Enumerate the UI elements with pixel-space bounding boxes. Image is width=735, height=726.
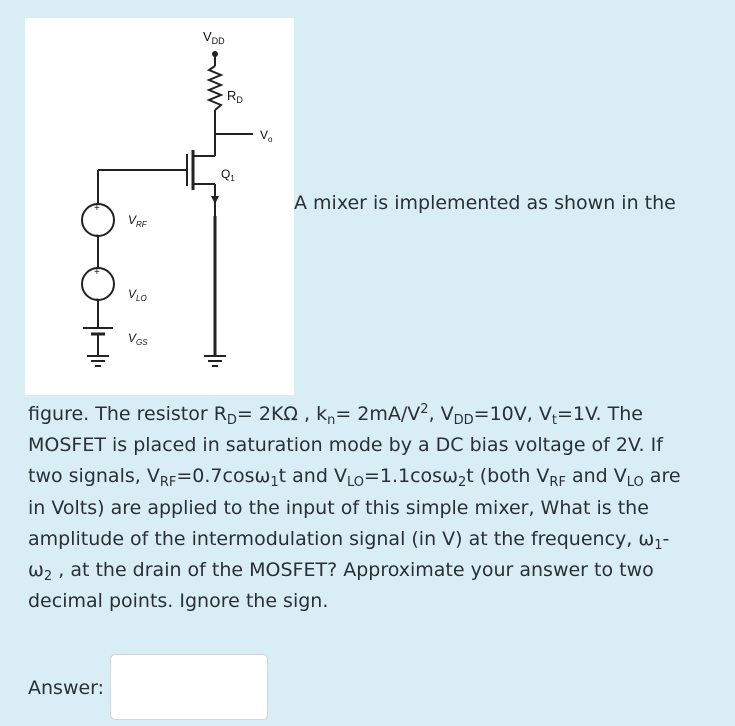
vdd-label: $V_{DD}$ bbox=[203, 29, 225, 46]
answer-input[interactable] bbox=[110, 654, 268, 720]
rd-label: $R_D$ bbox=[227, 88, 243, 105]
vgs-label: $V_{GS}$ bbox=[128, 331, 148, 347]
svg-text:+: + bbox=[94, 267, 100, 278]
mixer-schematic bbox=[25, 18, 294, 395]
svg-text:+: + bbox=[94, 203, 100, 214]
question-line-1: figure. The resistor $R_D= 2K\Omega$ , $k_n= 2mA/V^2$, $V_{DD}=10V$, $V_t=1V$. The bbox=[28, 402, 643, 428]
svg-text:-: - bbox=[95, 229, 99, 241]
circuit-diagram bbox=[25, 18, 294, 395]
vo-label: $V_o$ bbox=[260, 128, 273, 144]
vrf-label: $V_{RF}$ bbox=[128, 213, 147, 229]
vgs-battery bbox=[83, 328, 113, 356]
question-line-4: in Volts) are applied to the input of this simple mixer, What is the bbox=[28, 496, 649, 519]
resistor-rd bbox=[209, 66, 221, 110]
question-intro: A mixer is implemented as shown in the bbox=[294, 192, 676, 214]
ground-symbol-left bbox=[87, 356, 109, 366]
vlo-label: $V_{LO}$ bbox=[128, 287, 147, 303]
answer-label: Answer: bbox=[28, 677, 105, 699]
q1-label: $Q_1$ bbox=[221, 167, 235, 183]
question-line-2: MOSFET is placed in saturation mode by a DC bias voltage of 2V. If bbox=[28, 434, 663, 457]
question-line-5: amplitude of the intermodulation signal (in V) at the frequency, $\omega_1-$ bbox=[28, 527, 670, 553]
svg-text:-: - bbox=[95, 293, 99, 305]
mosfet-q1 bbox=[187, 150, 219, 216]
question-text bbox=[28, 399, 718, 617]
vrf-source bbox=[82, 203, 114, 241]
question-line-3: two signals, $V_{RF}=0.7\cos\omega_1t$ and $V_{LO}=1.1\cos\omega_2t$ (both $V_{RF}$ and $V_{LO}$ are bbox=[28, 465, 681, 491]
question-line-6: $\omega_2$ , at the drain of the MOSFET? Approximate your answer to two bbox=[28, 558, 654, 584]
ground-symbol-right bbox=[204, 356, 226, 366]
vlo-source bbox=[82, 267, 114, 305]
question-line-7: decimal points. Ignore the sign. bbox=[28, 590, 329, 613]
